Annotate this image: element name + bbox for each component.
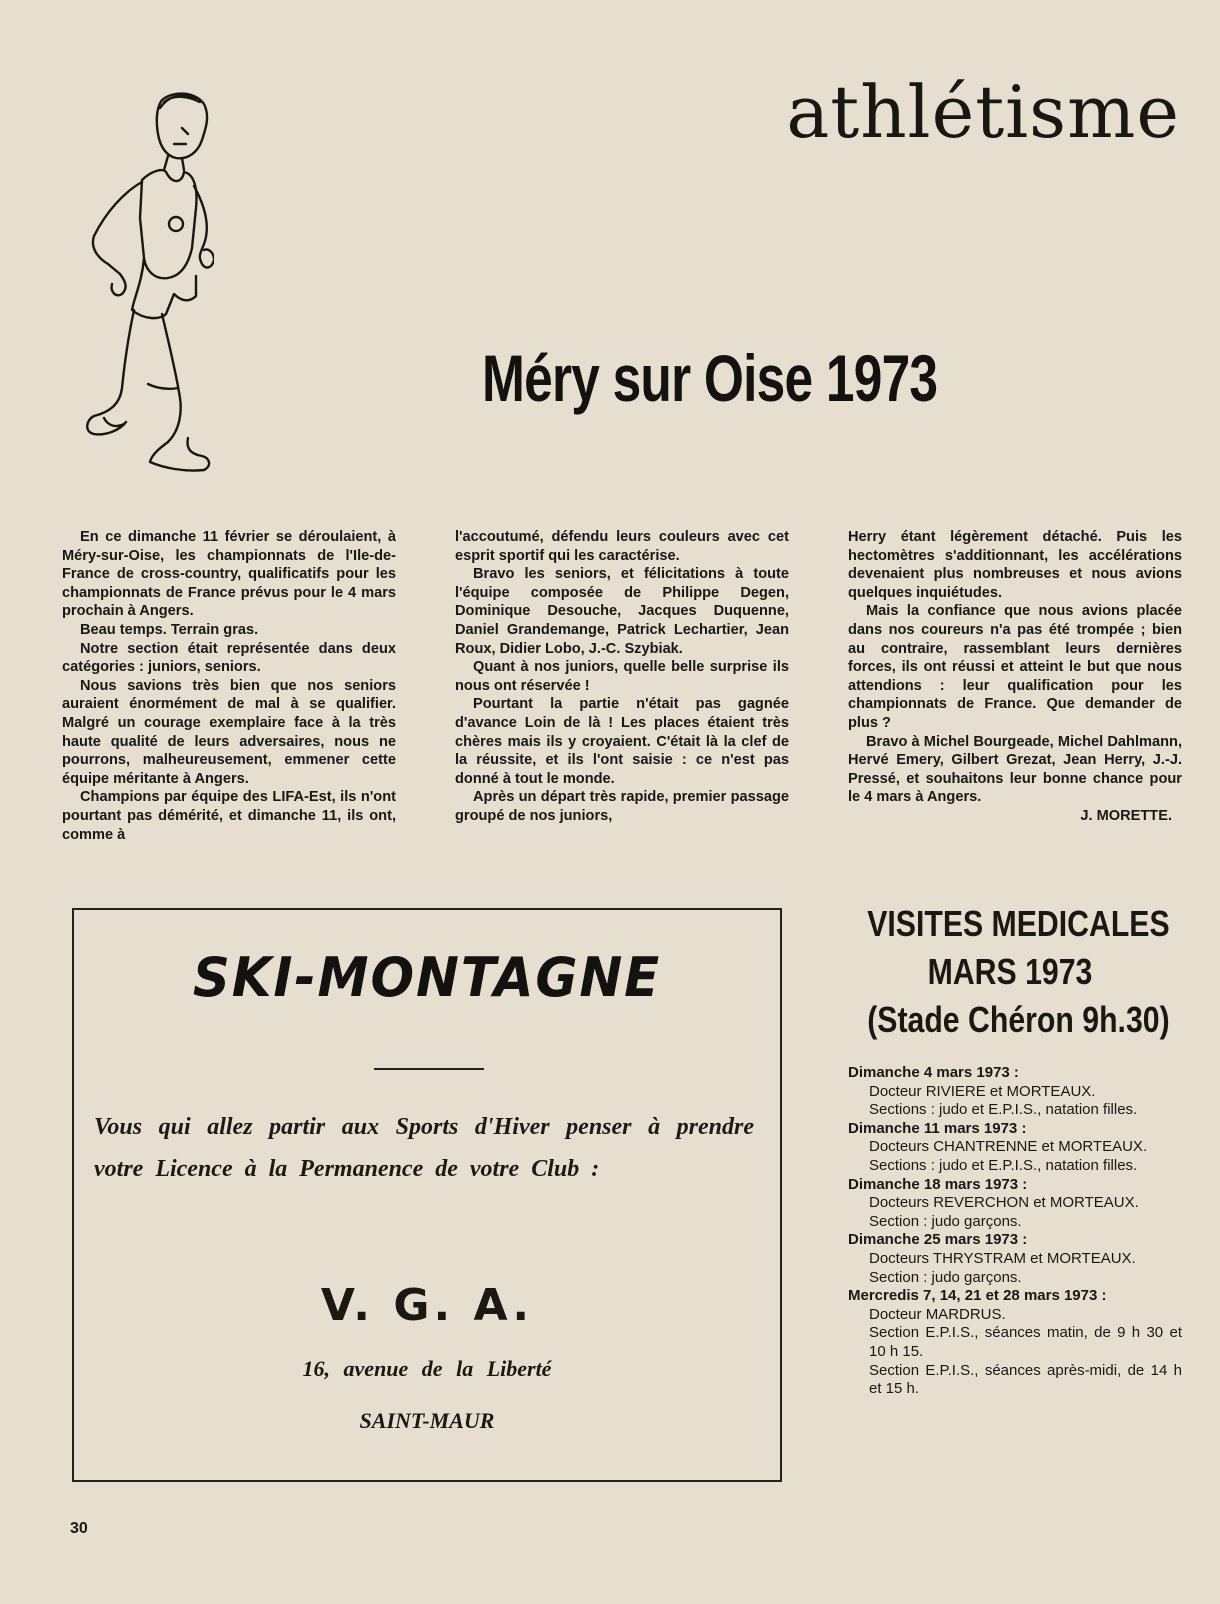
ad-title: SKI-MONTAGNE — [192, 946, 662, 1009]
ad-body: Vous qui allez partir aux Sports d'Hiver penser à prendre votre Licence à la Permanence de votre Club : — [94, 1114, 754, 1182]
article-paragraph: Mais la confiance que nous avions placée dans nos coureurs n'a pas été trompée ; bien au contraire, rassemblant leurs dernières forces, ils ont réussi et atteint le but que nous attendions : leur qualification pour les championnats de France. Que demander de plus ? — [848, 603, 1182, 731]
ad-divider — [374, 1068, 484, 1070]
article-paragraph-continued: l'accoutumé, défendu leurs couleurs avec cet esprit sportif qui les caractérise. — [455, 529, 789, 564]
section-title: athlétisme — [786, 70, 1180, 154]
article-paragraph: Bravo les seniors, et félicitations à toute l'équipe composée de Philippe Degen, Dominique Desouche, Jacques Duquenne, Daniel Grandemange, Patrick Lechartier, Jean Roux, Didier Lobo, J.-C. Szybiak. — [455, 566, 789, 657]
visit-detail: Section : judo garçons. — [869, 1212, 1022, 1230]
article-paragraph: Bravo à Michel Bourgeade, Michel Dahlmann, Hervé Emery, Gilbert Grezat, Jean Herry, J.-J. Pressé, et souhaitons leur bonne chance pour le 4 mars à Angers. — [848, 733, 1182, 806]
visits-title-line: MARS 1973 — [927, 951, 1093, 992]
ad-city: SAINT-MAUR — [359, 1408, 495, 1433]
visits-title-line: VISITES MEDICALES — [867, 903, 1170, 944]
article-paragraph: Pourtant la partie n'était pas gagnée d'avance Loin de là ! Les places étaient très chères mais ils y croyaient. C'était là la clef de la réussite, et ils l'ont saisie : ce n'est pas donné à tout le monde. — [455, 696, 789, 787]
visits-list — [848, 1064, 1182, 1399]
visit-detail: Section : judo garçons. — [869, 1268, 1022, 1286]
headline: Méry sur Oise 1973 — [482, 341, 938, 415]
ad-address: 16, avenue de la Liberté — [302, 1356, 552, 1381]
article-paragraph: En ce dimanche 11 février se déroulaient, à Méry-sur-Oise, les championnats de l'Ile-de-France de cross-country, qualificatifs pour les championnats de France prévus pour le 4 mars prochain à Angers. — [62, 529, 396, 620]
visit-day: Mercredis 7, 14, 21 et 28 mars 1973 : — [848, 1287, 1107, 1305]
visits-title — [867, 900, 1170, 1044]
article-paragraph: Nous savions très bien que nos seniors auraient énormément de mal à se qualifier. Malgré un courage exemplaire face à la très haute qualité de leurs adversaires, nous ne pourrons, malheureusement, emmener cette équipe méritante à Angers. — [62, 677, 396, 787]
visit-day: Dimanche 25 mars 1973 : — [848, 1231, 1028, 1249]
article-paragraph: Notre section était représentée dans deux catégories : juniors, seniors. — [62, 640, 396, 676]
article-column-2 — [455, 528, 789, 826]
visit-day: Dimanche 4 mars 1973 : — [848, 1064, 1019, 1081]
article-signature: J. MORETTE. — [1080, 807, 1172, 824]
visit-detail: Docteurs REVERCHON et MORTEAUX. — [869, 1194, 1139, 1212]
article-paragraph: Après un départ très rapide, premier passage groupé de nos juniors, — [455, 789, 789, 824]
ski-montagne-ad — [72, 908, 782, 1482]
article-paragraph-continued: Herry étant légèrement détaché. Puis les hectomètres s'additionnant, les accélérations devenaient plus nombreuses et nous avions quelques inquiétudes. — [848, 529, 1182, 601]
visit-detail: Sections : judo et E.P.I.S., natation filles. — [869, 1156, 1138, 1174]
visit-detail: Docteur MARDRUS. — [869, 1305, 1006, 1323]
visit-day: Dimanche 18 mars 1973 : — [848, 1175, 1028, 1193]
visit-day: Dimanche 11 mars 1973 : — [848, 1119, 1027, 1137]
visits-title-line: (Stade Chéron 9h.30) — [867, 999, 1170, 1040]
page-number: 30 — [70, 1520, 88, 1537]
article-paragraph: Quant à nos juniors, quelle belle surprise ils nous ont réservée ! — [455, 659, 789, 694]
visit-detail: Docteurs CHANTRENNE et MORTEAUX. — [869, 1138, 1148, 1156]
article-column-3 — [848, 528, 1182, 826]
article-paragraph: Beau temps. Terrain gras. — [80, 621, 259, 638]
visit-detail: Sections : judo et E.P.I.S., natation filles. — [869, 1101, 1138, 1119]
visit-detail: Docteurs THRYSTRAM et MORTEAUX. — [869, 1249, 1136, 1267]
visit-detail: Section E.P.I.S., séances matin, de 9 h 30 et 10 h 15. — [869, 1324, 1182, 1360]
visit-detail: Section E.P.I.S., séances après-midi, de 14 h et 15 h. — [869, 1361, 1182, 1398]
article-paragraph: Champions par équipe des LIFA-Est, ils n'ont pourtant pas démérité, et dimanche 11, ils ont, comme à — [62, 789, 396, 843]
visit-detail: Docteur RIVIERE et MORTEAUX. — [869, 1082, 1096, 1100]
ad-club-name: V. G. A. — [320, 1280, 534, 1331]
article-column-1 — [62, 528, 396, 844]
runner-illustration — [64, 88, 214, 498]
